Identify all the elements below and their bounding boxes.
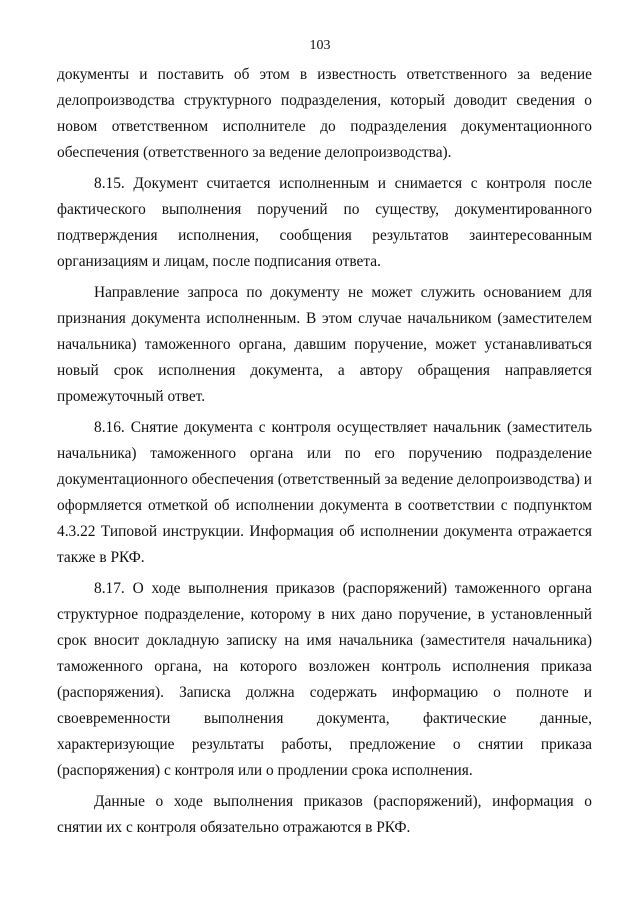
page-number: 103 [309, 38, 331, 53]
paragraph-request-direction: Направление запроса по документу не может служить основанием для признания документа исполненным. В этом случае начальником (заместителем начальника) таможенного органа, давшим поручение, может устанавливаться новый срок исполнения документа, а автору обращения направляется промежуточный ответ. [57, 284, 592, 405]
paragraph-rkf-data: Данные о ходе выполнения приказов (распоряжений), информация о снятии их с контроля обязательно отражаются в РКФ. [57, 793, 592, 836]
body-text [57, 62, 592, 846]
paragraph-8-17: 8.17. О ходе выполнения приказов (распоряжений) таможенного органа структурное подразделение, которому в них дано поручение, в установленный срок вносит докладную записку на имя начальника (заместителя начальника) таможенного органа, на которого возложен контроль исполнения приказа (распоряжения). Записка должна содержать информацию о полноте и своевременности выполнения документа, фактические данные, характеризующие результаты работы, предложение о снятии приказа (распоряжения) с контроля или о продлении срока исполнения. [57, 580, 592, 779]
paragraph-8-16: 8.16. Снятие документа с контроля осуществляет начальник (заместитель начальника) таможенного органа или по его поручению подразделение документационного обеспечения (ответственный за ведение делопроизводства) и оформляется отметкой об исполнении документа в соответствии с подпунктом 4.3.22 Типовой инструкции. Информация об исполнении документа отражается также в РКФ. [57, 419, 592, 566]
paragraph-8-15: 8.15. Документ считается исполненным и снимается с контроля после фактического выполнения поручений по существу, документированного подтверждения исполнения, сообщения результатов заинтересованным организациям и лицам, после подписания ответа. [57, 175, 592, 270]
paragraph-continuation: документы и поставить об этом в известность ответственного за ведение делопроизводства структурного подразделения, который доводит сведения о новом ответственном исполнителе до подразделения документационного обеспечения (ответственного за ведение делопроизводства). [57, 66, 592, 161]
